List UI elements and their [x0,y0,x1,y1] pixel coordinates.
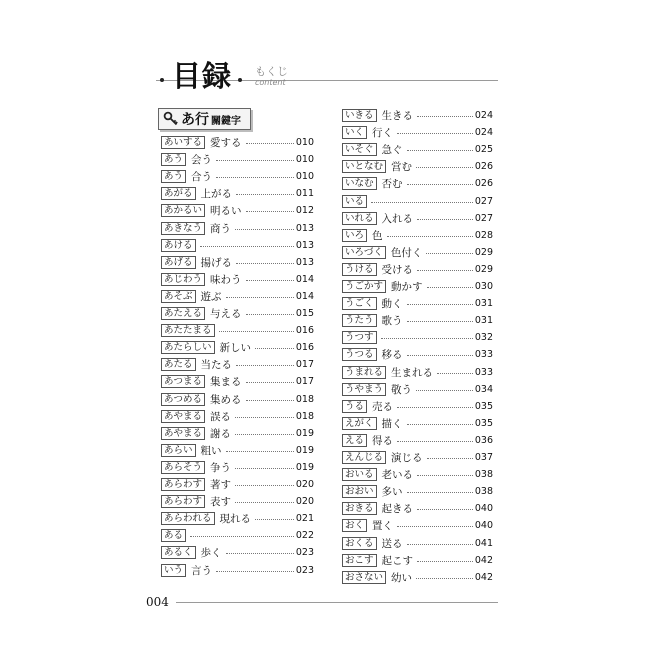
index-entry [342,313,493,328]
entry-word: 揚げる [200,256,233,269]
entry-page: 031 [474,315,493,327]
index-entry [342,416,493,431]
entry-reading: あやまる [161,427,205,440]
entry-word: 生きる [381,110,414,122]
index-entry [342,365,493,380]
entry-word: 売る [372,400,394,413]
index-entry [342,228,493,243]
index-entry [161,477,314,492]
index-entry [342,245,493,260]
dot-leader [236,365,294,366]
entry-reading: おさない [342,571,386,584]
dot-leader [235,434,294,435]
dot-leader [246,400,294,401]
dot-leader [417,116,473,117]
entry-word: 演じる [391,452,423,464]
title-kana: もくじ [255,65,288,78]
dot-leader [190,536,294,537]
dot-leader [246,280,294,281]
entry-word: 謝る [210,427,232,440]
entry-word: 色 [372,229,383,242]
index-entry [342,484,493,499]
entry-page: 036 [474,434,493,446]
index-entry [161,426,314,441]
entry-page: 034 [474,383,493,395]
entry-reading: おおい [342,485,377,498]
index-entry [161,374,314,389]
index-entry [161,169,314,184]
entry-reading: あらそう [161,461,205,474]
entry-reading: うごく [342,297,377,310]
entry-page: 035 [474,417,493,429]
entry-page: 013 [295,256,314,268]
dot-leader [381,338,473,339]
entry-page: 016 [295,325,314,337]
dot-leader [235,229,294,230]
entry-reading: あげる [161,256,196,269]
dot-leader [417,270,473,271]
entry-reading: あらい [161,444,196,457]
entry-word: 商う [210,222,232,235]
index-entry [342,142,493,157]
index-entry [342,553,493,568]
entry-page: 015 [295,308,314,319]
dot-leader [427,287,473,288]
entry-reading: おく [342,519,367,532]
index-entry [342,296,493,311]
dot-leader [246,382,294,383]
dot-leader [407,150,473,151]
index-entry [161,357,314,372]
entry-page: 020 [295,479,314,490]
dot-leader [226,297,294,298]
entry-page: 019 [295,461,314,473]
entry-word: 合う [191,171,213,184]
dot-leader [407,424,473,425]
entry-page: 010 [295,137,314,148]
entry-page: 016 [295,342,314,354]
index-entry [161,238,314,253]
entry-reading: うつる [342,348,377,361]
entry-word: 幼い [391,571,413,584]
dot-leader [387,236,473,237]
entry-reading: いきる [342,109,377,122]
entry-reading: いなむ [342,177,377,190]
entry-word: 集まる [210,376,242,389]
index-entry [342,433,493,448]
index-entry [342,279,493,294]
index-entry [161,272,314,287]
index-entry [342,501,493,516]
entry-reading: うる [342,400,367,413]
entry-word: 著す [210,479,232,491]
entry-word: 移る [381,349,403,362]
entry-word: 歩く [200,547,222,560]
index-entry [342,262,493,277]
index-entry [342,518,493,533]
entry-page: 022 [295,530,314,542]
entry-page: 042 [474,554,493,566]
dot-leader [219,331,294,332]
entry-reading: あきなう [161,222,205,235]
index-entry [161,306,314,321]
entry-page: 011 [295,188,314,200]
entry-page: 035 [474,400,493,412]
index-entry [161,152,314,167]
section-tab [158,108,251,130]
entry-reading: いとなむ [342,160,386,173]
dot-leader [235,485,294,486]
entry-word: 誤る [210,410,232,423]
index-entry [342,450,493,465]
dot-leader [235,468,294,469]
dot-leader [397,133,473,134]
entry-page: 014 [295,290,314,302]
entry-reading: あう [161,153,186,166]
index-entry [161,511,314,526]
entry-word: 上がる [200,188,233,201]
page-number: 004 [146,595,169,609]
entry-word: 動く [381,298,403,311]
entry-reading: あらわす [161,478,205,491]
entry-reading: あらわれる [161,512,215,525]
dot-leader [417,475,473,476]
entry-word: 表す [210,496,232,509]
dot-leader [416,390,473,391]
entry-reading: うたう [342,314,377,327]
entry-reading: あるく [161,546,196,559]
dot-leader [407,544,473,545]
entry-word: 現れる [219,513,252,526]
dot-leader [417,219,473,220]
entry-page: 012 [295,205,314,217]
entry-reading: あらわす [161,495,205,508]
entry-word: 愛する [210,137,242,149]
dot-leader [255,348,294,349]
dot-leader [226,451,294,452]
entry-reading: あたらしい [161,341,215,354]
index-entry [161,443,314,458]
entry-page: 026 [474,161,493,173]
entry-word: 味わう [210,273,242,286]
entry-reading: あたる [161,358,196,371]
entry-page: 018 [295,410,314,422]
index-entry [161,392,314,407]
dot-leader [407,492,473,493]
entry-page: 038 [474,469,493,481]
entry-word: 起きる [381,503,414,516]
entry-word: 集める [210,393,242,406]
title-dot-left [160,78,164,82]
index-entry [342,570,493,585]
entry-page: 013 [295,222,314,234]
page-title: 目録 [172,59,233,93]
dot-leader [416,167,473,168]
entry-page: 032 [474,332,493,344]
entry-reading: いろづく [342,246,386,259]
entry-word: 会う [191,154,213,167]
entry-reading: える [342,434,367,447]
dot-leader [407,321,473,322]
entry-reading: うつす [342,331,377,344]
entry-word: 粗い [200,444,222,457]
dot-leader [235,502,294,503]
index-entry [161,340,314,355]
dot-leader [417,561,473,562]
entry-word: 動かす [391,281,423,293]
entry-reading: あじわう [161,273,205,286]
entry-reading: いれる [342,212,377,225]
entry-reading: あそぶ [161,290,196,303]
entry-page: 019 [295,427,314,439]
dot-leader [246,314,294,315]
index-entry [161,289,314,304]
index-entry [161,203,314,218]
entry-page: 023 [295,547,314,559]
entry-page: 021 [295,513,314,525]
dot-leader [397,526,473,527]
entry-word: 送る [381,537,403,550]
entry-word: 生まれる [391,366,434,379]
dot-leader [226,553,294,554]
entry-reading: えがく [342,417,377,430]
entry-reading: いそぐ [342,143,377,156]
dot-leader [216,160,294,161]
dot-leader [371,202,473,203]
entry-page: 019 [295,444,314,456]
entry-page: 033 [474,349,493,361]
dot-leader [216,571,294,572]
entry-page: 042 [474,571,493,583]
section-subheading: 關鍵字 [211,115,241,127]
entry-page: 010 [295,171,314,183]
entry-word: 置く [372,520,394,533]
entry-page: 030 [474,281,493,292]
footer-rule [176,602,498,603]
entry-word: 入れる [381,212,414,225]
entry-reading: あける [161,239,196,252]
index-entry [161,545,314,560]
entry-word: 当たる [200,359,233,372]
entry-reading: あつめる [161,393,205,406]
index-entry [342,330,493,345]
index-entry [161,494,314,509]
entry-word: 起こす [381,554,414,567]
entry-page: 020 [295,496,314,508]
index-entry [342,467,493,482]
entry-word: 多い [381,486,403,499]
entry-page: 033 [474,366,493,378]
index-entry [342,382,493,397]
entry-word: 描く [381,417,403,430]
index-entry [342,347,493,362]
dot-leader [236,194,294,195]
entry-page: 040 [474,503,493,515]
dot-leader [397,407,473,408]
entry-reading: あやまる [161,410,205,423]
index-entry [342,399,493,414]
index-entry [161,563,314,578]
dot-leader [407,355,473,356]
title-english: content [255,78,286,87]
entry-word: 与える [210,308,242,320]
index-entry [161,135,314,150]
dot-leader [416,578,473,579]
index-entry [161,460,314,475]
entry-page: 017 [295,376,314,388]
section-heading: あ行 [181,112,209,128]
dot-leader [255,519,294,520]
entry-reading: うやまう [342,383,386,396]
index-entry [161,186,314,201]
index-entry [342,536,493,551]
dot-leader [397,441,473,442]
dot-leader [426,253,472,254]
entry-page: 029 [474,246,493,258]
entry-page: 024 [474,110,493,121]
entry-page: 027 [474,212,493,224]
entry-page: 017 [295,359,314,371]
entry-page: 031 [474,298,493,310]
entry-word: 遊ぶ [200,290,222,303]
entry-word: 得る [372,434,394,447]
entry-word: 老いる [381,469,414,482]
entry-reading: うける [342,263,377,276]
index-entry [161,528,314,543]
entry-reading: あつまる [161,375,205,388]
entry-page: 018 [295,393,314,405]
entry-page: 025 [474,144,493,156]
entry-page: 038 [474,486,493,498]
entry-reading: おきる [342,502,377,515]
dot-leader [216,177,294,178]
title-dot-right [238,78,242,82]
entry-page: 010 [295,154,314,166]
entry-reading: おいる [342,468,377,481]
entry-page: 040 [474,520,493,532]
index-entry [342,159,493,174]
entry-reading: いう [161,564,186,577]
entry-reading: あがる [161,187,196,200]
index-entry [161,409,314,424]
entry-reading: いる [342,195,367,208]
entry-reading: ある [161,529,186,542]
entry-word: 色付く [390,246,423,259]
dot-leader [200,246,294,247]
dot-leader [235,417,294,418]
index-entry [342,108,493,123]
entry-reading: おこす [342,554,377,567]
entry-word: 受ける [381,263,414,276]
entry-page: 014 [295,273,314,285]
entry-reading: あたたまる [161,324,215,337]
dot-leader [437,373,473,374]
entry-reading: あかるい [161,204,205,217]
entry-page: 026 [474,178,493,190]
entry-reading: えんじる [342,451,386,464]
dot-leader [427,458,473,459]
entry-reading: あう [161,170,186,183]
entry-word: 争う [210,461,232,474]
entry-word: 敬う [391,383,413,396]
dot-leader [246,211,294,212]
index-entry [342,194,493,209]
entry-reading: うごかす [342,280,386,293]
entry-reading: おくる [342,537,377,550]
entry-reading: いく [342,126,367,139]
index-entry [161,255,314,270]
entry-word: 急ぐ [381,144,403,157]
index-entry [342,125,493,140]
entry-page: 029 [474,263,493,275]
entry-reading: うまれる [342,366,386,379]
index-entry [161,221,314,236]
index-entry [342,176,493,191]
entry-reading: いろ [342,229,367,242]
entry-reading: あたえる [161,307,205,320]
entry-word: 営む [391,161,413,174]
index-entry [342,211,493,226]
index-entry [161,323,314,338]
entry-page: 028 [474,229,493,241]
entry-page: 013 [295,239,314,251]
entry-page: 024 [474,127,493,139]
dot-leader [407,184,473,185]
entry-page: 023 [295,564,314,576]
entry-page: 027 [474,195,493,207]
entry-reading: あいする [161,136,205,149]
entry-word: 明るい [210,205,242,218]
dot-leader [417,509,473,510]
entry-word: 行く [372,127,394,140]
entry-page: 041 [474,537,493,549]
key-icon [163,111,179,127]
entry-word: 歌う [381,315,403,328]
entry-word: 言う [191,564,213,577]
entry-word: 否む [381,178,403,191]
dot-leader [407,304,473,305]
dot-leader [236,263,294,264]
entry-word: 新しい [219,342,252,355]
dot-leader [246,143,294,144]
entry-page: 037 [474,452,493,463]
